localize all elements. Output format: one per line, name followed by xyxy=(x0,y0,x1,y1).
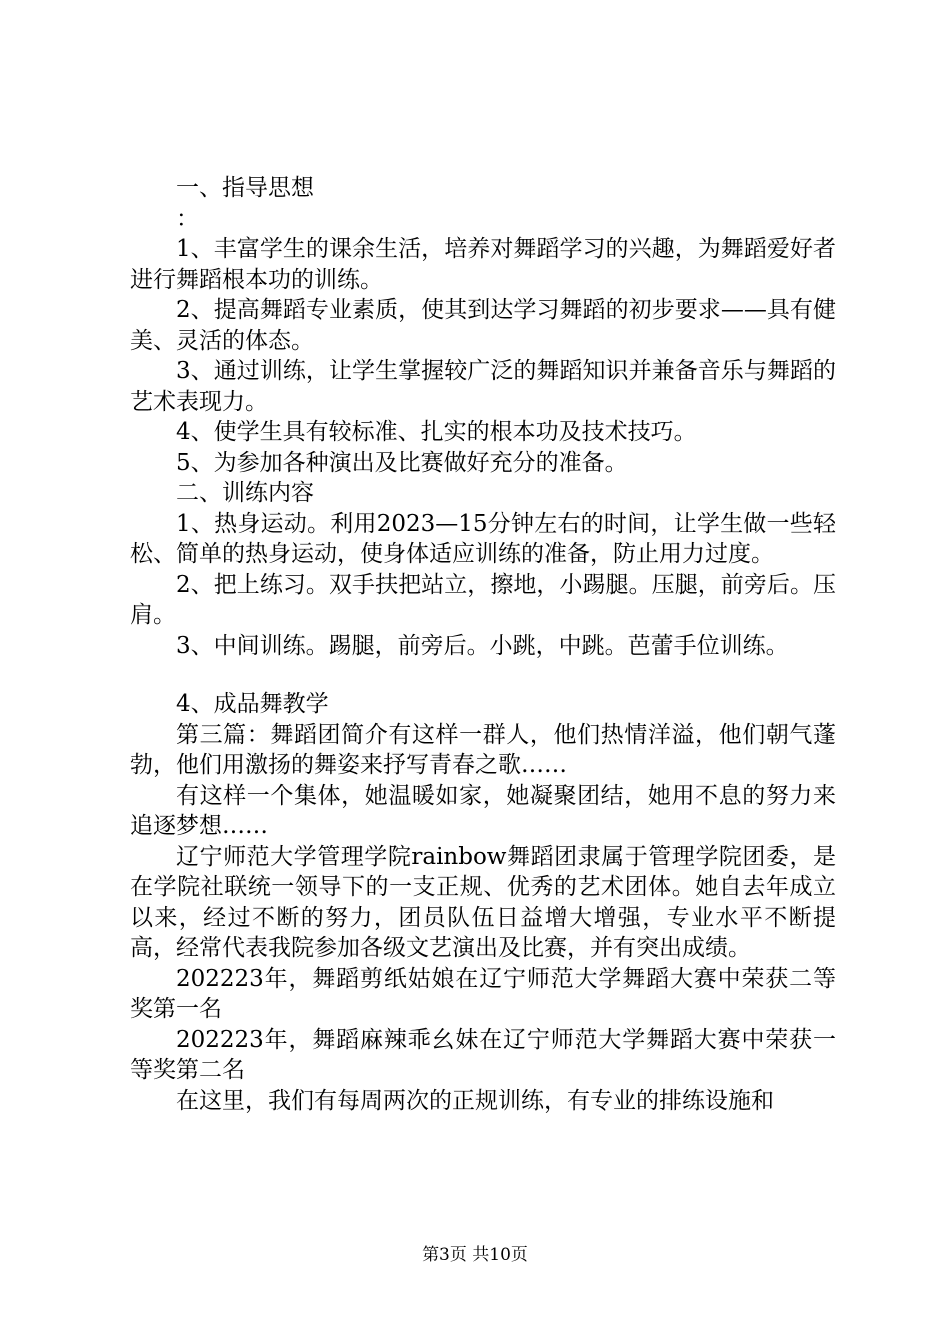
part-three-intro: 第三篇：舞蹈团简介有这样一群人，他们热情洋溢，他们朝气蓬勃，他们用激扬的舞姿来抒写青春之歌…… xyxy=(130,721,836,778)
training-schedule: 在这里，我们有每周两次的正规训练，有专业的排练设施和 xyxy=(176,1087,774,1114)
troupe-description: 辽宁师范大学管理学院rainbow舞蹈团隶属于管理学院团委，是在学院社联统一领导下的一支正规、优秀的艺术团体。她自去年成立以来，经过不断的努力，团员队伍日益增大增强，专业水平不断提高，经常代表我院参加各级文艺演出及比赛，并有突出成绩。 xyxy=(130,843,836,961)
training-item-4: 4、成品舞教学 xyxy=(176,691,329,717)
training-item-2: 2、把上练习。双手扶把站立，擦地，小踢腿。压腿，前旁后。压肩。 xyxy=(130,571,836,628)
heading-guiding-ideology: 一、指导思想 xyxy=(176,175,314,201)
colon-line: ： xyxy=(176,205,199,232)
training-item-1: 1、热身运动。利用2023—15分钟左右的时间，让学生做一些轻松、简单的热身运动，使身体适应训练的准备，防止用力过度。 xyxy=(130,510,836,567)
document-body xyxy=(130,173,836,1116)
award-1: 202223年，舞蹈剪纸姑娘在辽宁师范大学舞蹈大赛中荣获二等奖第一名 xyxy=(130,965,836,1022)
award-2: 202223年，舞蹈麻辣乖幺妹在辽宁师范大学舞蹈大赛中荣获一等奖第二名 xyxy=(130,1026,836,1083)
goal-item-3: 3、通过训练，让学生掌握较广泛的舞蹈知识并兼备音乐与舞蹈的艺术表现力。 xyxy=(130,358,836,415)
goal-item-1: 1、丰富学生的课余生活，培养对舞蹈学习的兴趣，为舞蹈爱好者进行舞蹈根本功的训练。 xyxy=(130,236,836,293)
goal-item-5: 5、为参加各种演出及比赛做好充分的准备。 xyxy=(176,449,628,476)
heading-training-content: 二、训练内容 xyxy=(176,480,314,506)
collective-paragraph: 有这样一个集体，她温暖如家，她凝聚团结，她用不息的努力来追逐梦想…… xyxy=(130,782,836,839)
training-item-3: 3、中间训练。踢腿，前旁后。小跳，中跳。芭蕾手位训练。 xyxy=(176,632,789,659)
goal-item-4: 4、使学生具有较标准、扎实的根本功及技术技巧。 xyxy=(176,419,697,445)
goal-item-2: 2、提高舞蹈专业素质，使其到达学习舞蹈的初步要求——具有健美、灵活的体态。 xyxy=(130,297,836,354)
page-footer: 第3页 共10页 xyxy=(422,1245,528,1265)
